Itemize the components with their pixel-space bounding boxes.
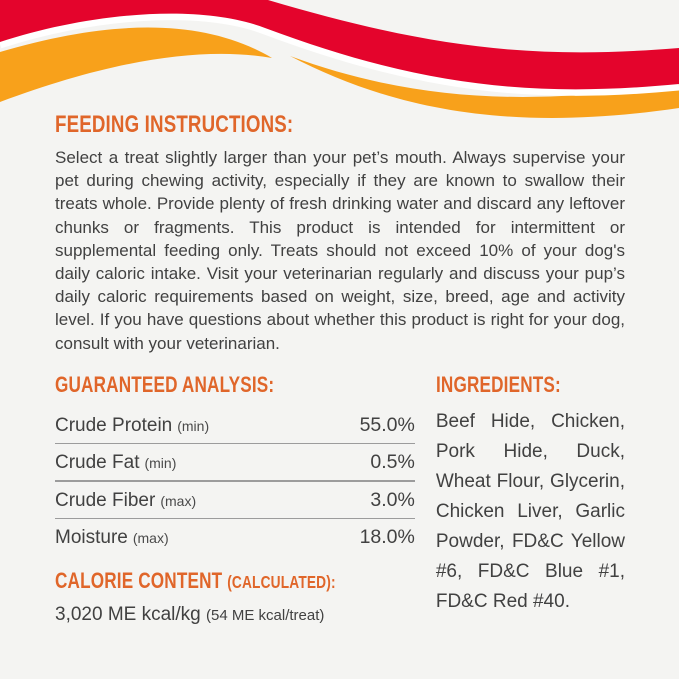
nutrient-value: 18.0% <box>359 526 415 549</box>
ingredients-section <box>436 373 625 627</box>
table-row <box>55 519 415 555</box>
table-row <box>55 482 415 518</box>
nutrient-value: 55.0% <box>359 413 415 436</box>
guaranteed-analysis-table <box>55 407 415 556</box>
nutrient-qualifier: (min) <box>144 455 177 472</box>
orange-swoosh-left-shape <box>0 28 272 102</box>
feeding-instructions-title-text: FEEDING INSTRUCTIONS: <box>55 111 294 138</box>
nutrient-label: Crude Fiber <box>55 489 156 511</box>
calorie-content-title-text: CALORIE CONTENT (CALCULATED): <box>55 568 336 594</box>
two-column-section <box>55 373 625 627</box>
calorie-value: 3,020 ME kcal/kg <box>55 604 207 626</box>
guaranteed-analysis-title <box>55 373 415 397</box>
table-row <box>55 407 415 443</box>
nutrient-qualifier: (max) <box>132 530 169 547</box>
ingredients-title <box>436 373 625 397</box>
nutrient-value: 3.0% <box>370 488 415 511</box>
calorie-value-suffix: (54 ME kcal/treat) <box>206 607 325 625</box>
guaranteed-analysis-section <box>55 373 415 627</box>
nutrient-label: Crude Fat <box>55 452 140 474</box>
guaranteed-analysis-title-text: GUARANTEED ANALYSIS: <box>55 371 275 397</box>
label-content <box>55 112 625 626</box>
nutrient-qualifier: (max) <box>160 492 197 509</box>
feeding-instructions-title <box>55 112 625 138</box>
table-row <box>55 444 415 480</box>
calorie-value-line <box>55 604 415 626</box>
calorie-content-title <box>55 569 415 594</box>
ingredients-title-text: INGREDIENTS: <box>435 371 561 397</box>
nutrient-value: 0.5% <box>370 451 415 474</box>
ingredients-body: Beef Hide, Chicken, Pork Hide, Duck, Wheat Flour, Glycerin, Chicken Liver, Garlic Powder, FD&C Yellow #6, FD&C Blue #1, FD&C Red #40. <box>435 410 625 612</box>
nutrient-label: Moisture <box>55 527 128 549</box>
feeding-instructions-body: Select a treat slightly larger than your pet’s mouth. Always supervise your pet during chewing activity, especially if they are known to swallow their treats whole. Provide plenty of fresh drinking water and discard any leftover chunks or fragments. This product is intended for intermittent or supplemental feeding only. Treats should not exceed 10% of your dog's daily caloric intake. Visit your veterinarian regularly and discuss your pup’s daily caloric requirements based on weight, size, breed, age and activity level. If you have questions about whether this product is right for your dog, consult with your veterinarian. <box>55 148 625 353</box>
nutrient-qualifier: (min) <box>177 417 210 434</box>
nutrient-label: Crude Protein <box>55 414 173 436</box>
calorie-content-title-suffix: (CALCULATED): <box>227 572 336 593</box>
